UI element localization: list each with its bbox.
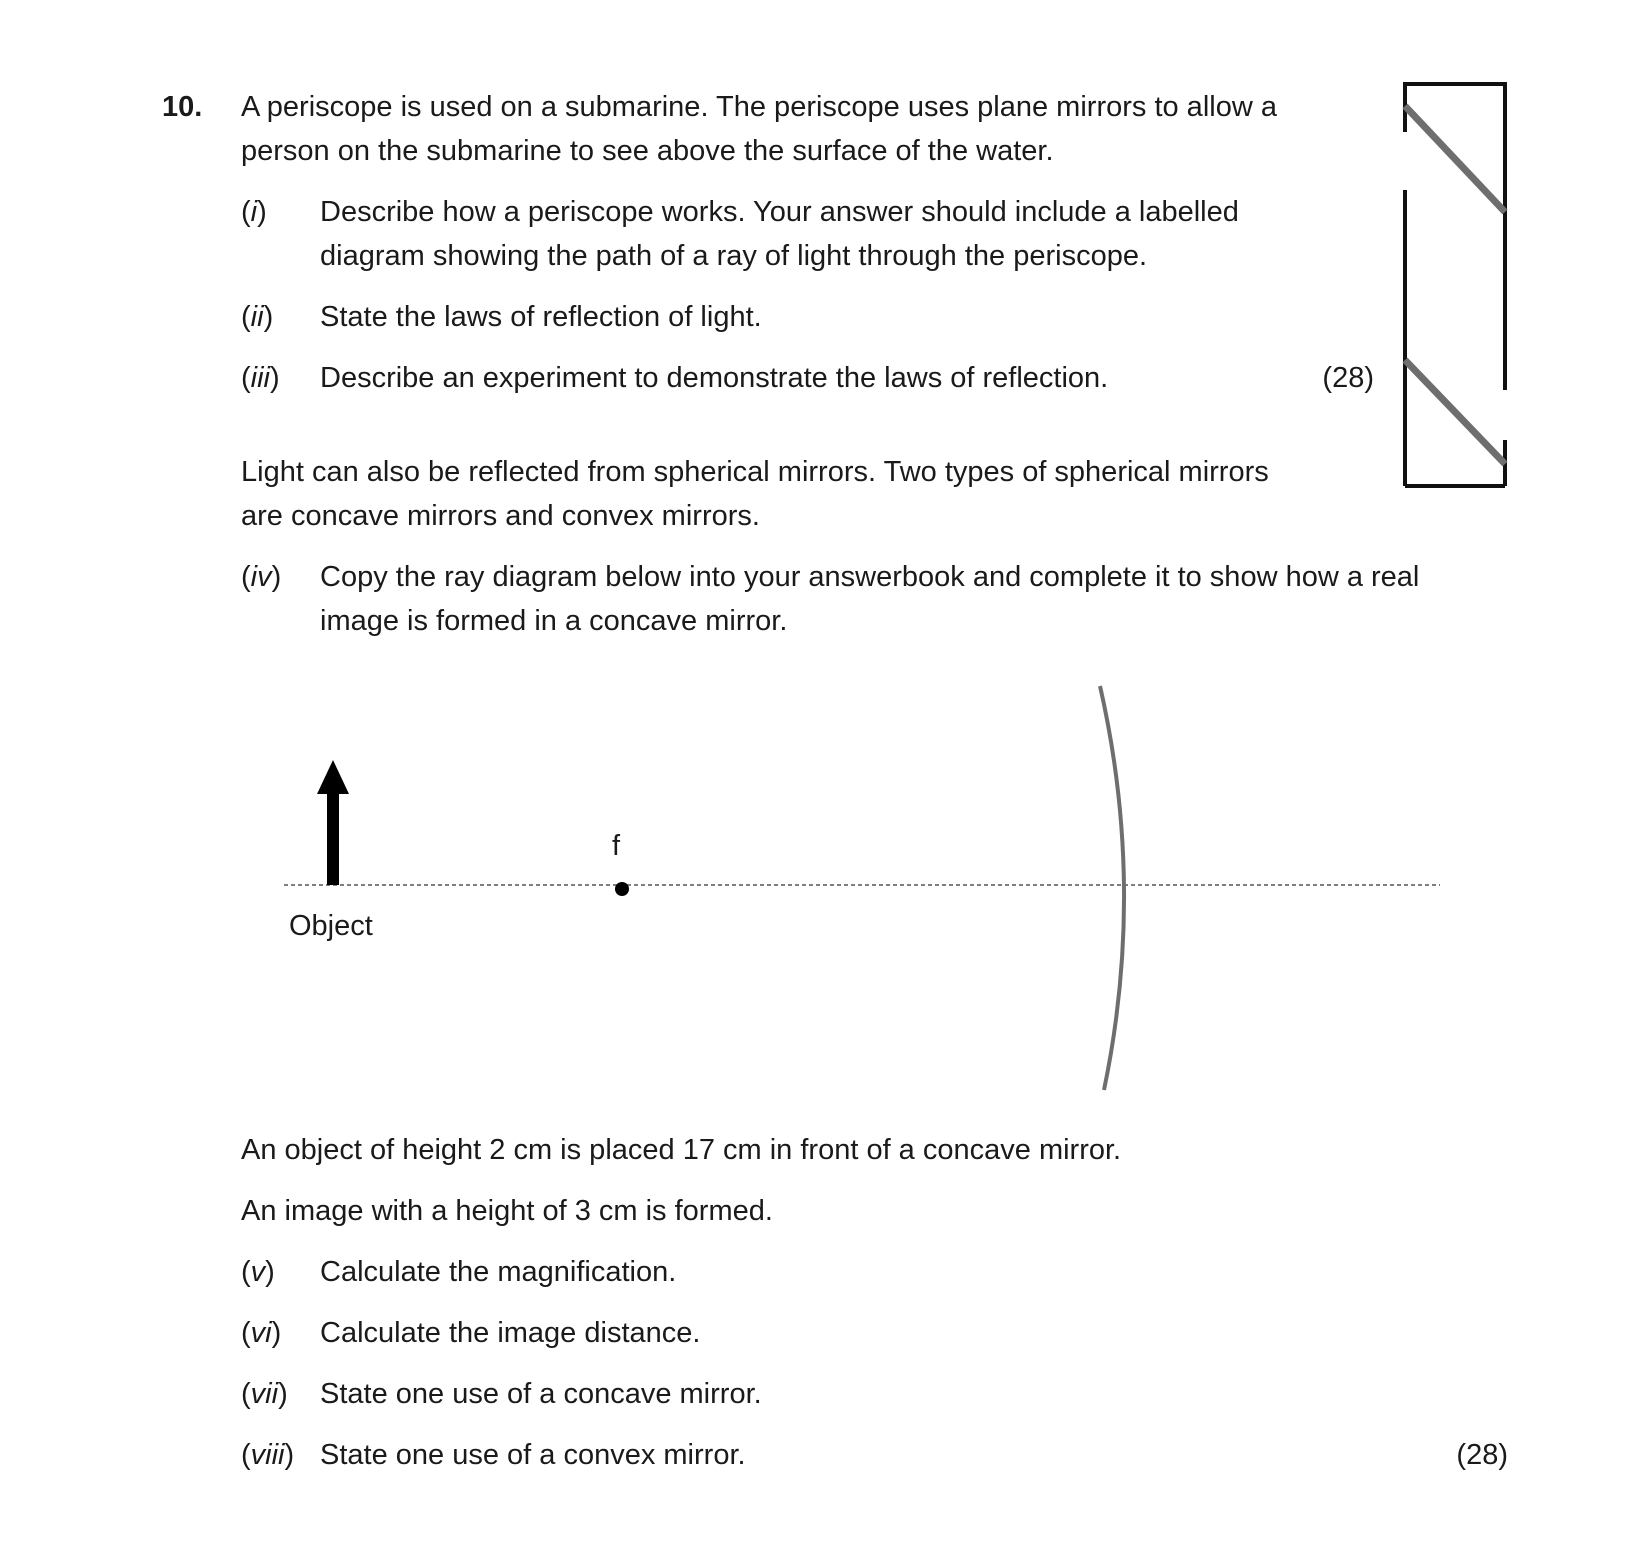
part-i-label: (i) — [241, 196, 267, 228]
object-arrow-head — [317, 760, 349, 794]
object-info-line-1: An object of height 2 cm is placed 17 cm in front of a concave mirror. — [241, 1134, 1122, 1166]
question-number: 10. — [162, 91, 203, 123]
periscope-diagram — [1390, 80, 1520, 500]
part-v-label: (v) — [241, 1256, 275, 1288]
object-arrow-shaft — [327, 790, 339, 885]
part-viii-text: State one use of a convex mirror. — [320, 1439, 746, 1471]
spherical-text-line-1: Light can also be reflected from spherical mirrors. Two types of spherical mirrors — [241, 456, 1269, 488]
part-i-text-line-1: Describe how a periscope works. Your answer should include a labelled — [320, 196, 1239, 228]
part-iv-label: (iv) — [241, 561, 282, 593]
part-ii-text: State the laws of reflection of light. — [320, 301, 762, 333]
part-vi-text: Calculate the image distance. — [320, 1317, 701, 1349]
spherical-text-line-2: are concave mirrors and convex mirrors. — [241, 500, 760, 532]
focal-point — [615, 882, 629, 896]
part-viii-label: (viii) — [241, 1439, 295, 1471]
part-i-text-line-2: diagram showing the path of a ray of light through the periscope. — [320, 240, 1148, 272]
part-vii-text: State one use of a concave mirror. — [320, 1378, 762, 1410]
question-intro-line-2: person on the submarine to see above the surface of the water. — [241, 135, 1054, 167]
marks-b: (28) — [1456, 1439, 1508, 1471]
focal-point-label: f — [612, 830, 621, 862]
part-iii-text: Describe an experiment to demonstrate the laws of reflection. — [320, 362, 1109, 394]
part-iv-text-line-2: image is formed in a concave mirror. — [320, 605, 788, 637]
concave-mirror — [1100, 686, 1124, 1090]
periscope-top-edge — [1405, 84, 1505, 388]
marks-a: (28) — [1322, 362, 1374, 394]
object-info-line-2: An image with a height of 3 cm is formed. — [241, 1195, 773, 1227]
part-vii-label: (vii) — [241, 1378, 288, 1410]
object-label: Object — [289, 910, 373, 942]
part-v-text: Calculate the magnification. — [320, 1256, 677, 1288]
part-iii-label: (iii) — [241, 362, 280, 394]
periscope-lower-mirror — [1405, 360, 1505, 464]
part-ii-label: (ii) — [241, 301, 274, 333]
question-intro-line-1: A periscope is used on a submarine. The periscope uses plane mirrors to allow a — [241, 91, 1277, 123]
periscope-upper-mirror — [1405, 106, 1505, 212]
part-iv-text-line-1: Copy the ray diagram below into your answerbook and complete it to show how a real — [320, 561, 1420, 593]
part-vi-label: (vi) — [241, 1317, 282, 1349]
